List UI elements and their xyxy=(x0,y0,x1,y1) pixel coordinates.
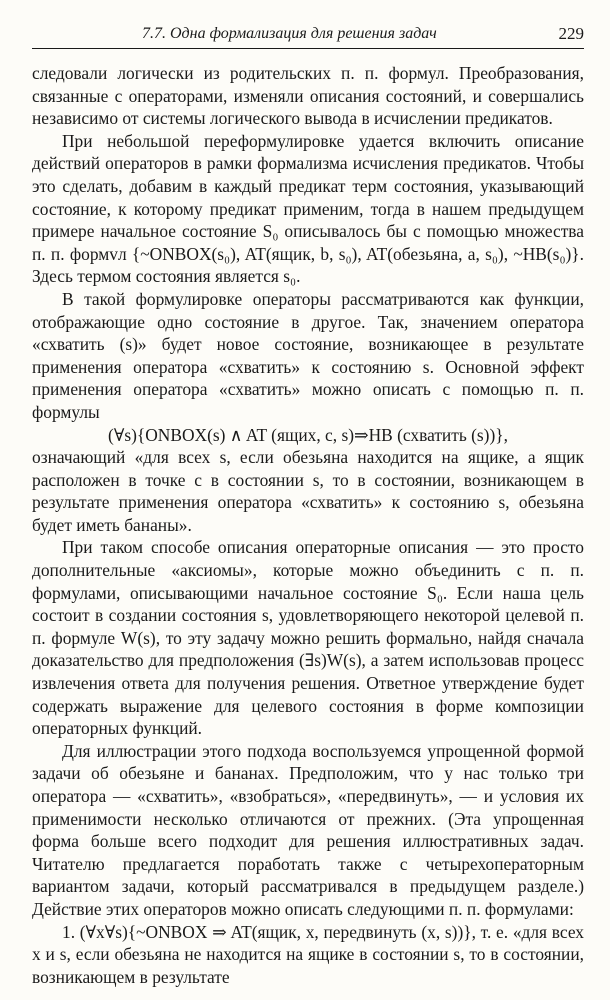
page-body xyxy=(32,62,584,988)
paragraph-continued: означающий «для всех s, если обезьяна находится на ящике, а ящик расположен в точке c в состоянии s, то в состоянии, возникающем в результате применения оператора «схватить» к состоянию s, обезьяна будет иметь бананы». xyxy=(32,447,584,535)
paragraph: Для иллюстрации этого подхода воспользуемся упрощенной формой задачи об обезьяне и бананах. Предположим, что у нас только три оператора — «схватить», «взобраться», «передвинуть», — и условия их применимости несколько отличаются от прежних. (Эта упрощенная форма больше всего подходит для решения иллюстративных задач. Читателю предлагается поработать также с четырехоператорным вариантом задачи, который рассматривался в предыдущем разделе.) Действие этих операторов можно описать следующими п. п. формулами: xyxy=(32,740,584,919)
paragraph: При небольшой переформулировке удается включить описание действий операторов в рамки формализма исчисления предикатов. Чтобы это сделать, добавим в каждый предикат терм состояния, указывающий состояние, к которому предикат применим, тогда в нашем предыдущем примере начальное состояние S₀ описывалось бы с помощью множества п. п. формvл {~ONBOX(s₀), AT(ящик, b, s₀), AT(обезьяна, a, s₀), ~HB(s₀)}. Здесь термом состояния является s₀. xyxy=(32,130,584,287)
paragraph-continued: следовали логически из родительских п. п. формул. Преобразования, связанные с операторами, изменяли описания состояний, и совершались независимо от системы логического вывода в исчислении предикатов. xyxy=(32,63,584,129)
page-number: 229 xyxy=(558,24,584,43)
display-formula: (∀s){ONBOX(s) ∧ AT (ящих, c, s)⇒HB (схватить (s))}, xyxy=(108,424,508,445)
paragraph: В такой формулировке операторы рассматриваются как функции, отображающие одно состояние в другое. Так, значением оператора «схватить (s)» будет новое состояние, возникающее в результате применения оператора «схватить» к состоянию s. Основной эффект применения оператора «схватить» можно описать с помощью п. п. формулы xyxy=(32,288,584,422)
running-title: 7.7. Одна формализация для решения задач xyxy=(142,25,437,42)
numbered-formula-item: 1. (∀x∀s){~ONBOX ⇒ AT(ящик, x, передвинуть (x, s))}, т. е. «для всех x и s, если обезьяна не находится на ящике в состоянии s, то в состоянии, возникающем в результате xyxy=(32,921,584,987)
paragraph: При таком способе описания операторные описания — это просто дополнительные «аксиомы», которые можно объединить с п. п. формулами, описывающими начальное состояние S₀. Если наша цель состоит в создании состояния s, удовлетворяющего некоторой целевой п. п. формуле W(s), то эту задачу можно решить формально, найдя сначала доказательство для предположения (∃s)W(s), а затем использовав процесс извлечения ответа для получения решения. Ответное утверждение будет содержать выражение для целевого состояния в форме композиции операторных функций. xyxy=(32,537,584,739)
page-header xyxy=(32,18,584,49)
